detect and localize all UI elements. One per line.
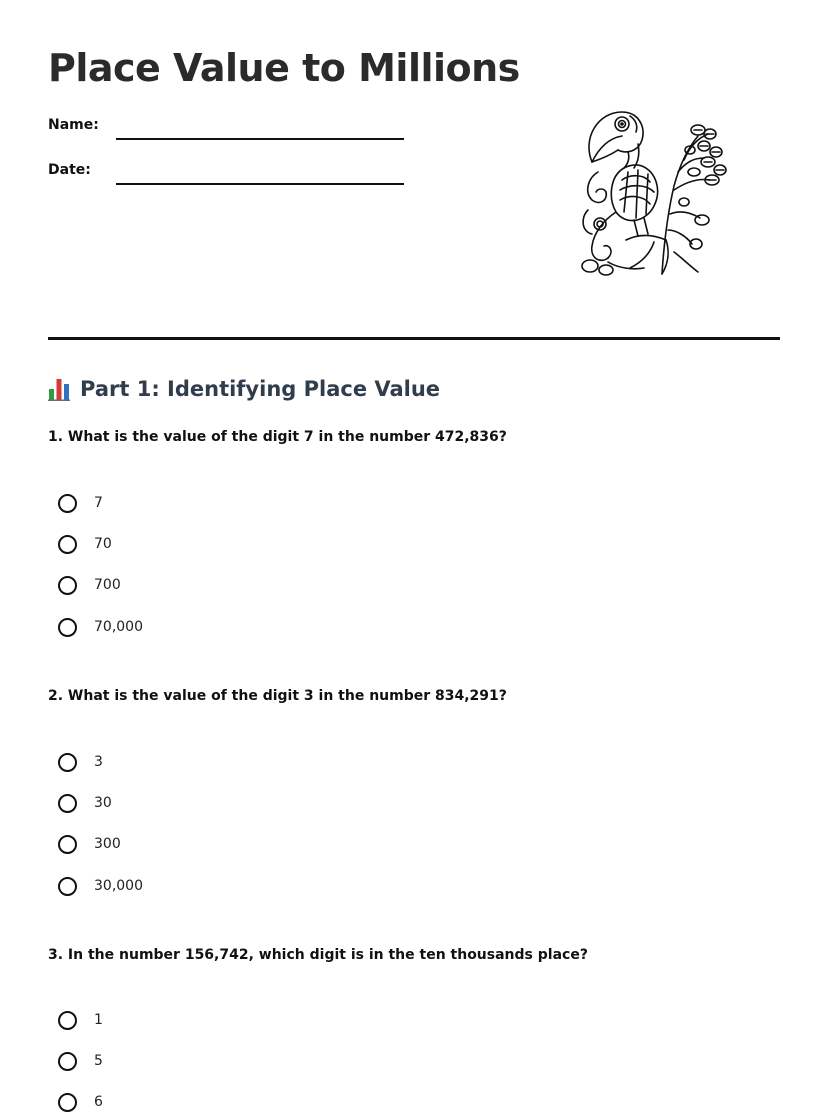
radio-button[interactable] — [58, 877, 77, 896]
bird-on-branch-illustration — [578, 102, 728, 280]
question-3 — [48, 947, 780, 1110]
part1-heading-text: Part 1: Identifying Place Value — [80, 377, 441, 401]
option-label: 30,000 — [94, 878, 143, 894]
question-1-option-1[interactable] — [58, 491, 103, 515]
radio-button[interactable] — [58, 1052, 77, 1071]
question-2 — [48, 688, 780, 894]
date-field[interactable] — [48, 162, 408, 186]
name-line[interactable] — [116, 138, 404, 140]
radio-button[interactable] — [58, 494, 77, 513]
option-label: 70,000 — [94, 619, 143, 635]
radio-button[interactable] — [58, 753, 77, 772]
option-label: 3 — [94, 754, 103, 770]
radio-button[interactable] — [58, 794, 77, 813]
option-label: 1 — [94, 1012, 103, 1028]
radio-button[interactable] — [58, 835, 77, 854]
radio-button[interactable] — [58, 1011, 77, 1030]
page-title: Place Value to Millions — [48, 46, 520, 90]
name-field[interactable] — [48, 117, 408, 141]
option-label: 5 — [94, 1053, 103, 1069]
date-line[interactable] — [116, 183, 404, 185]
option-label: 30 — [94, 795, 112, 811]
question-2-option-4[interactable] — [58, 874, 143, 898]
question-2-option-2[interactable] — [58, 791, 112, 815]
name-label: Name: — [48, 117, 99, 133]
question-1-option-4[interactable] — [58, 615, 143, 639]
part1-heading — [48, 374, 440, 404]
question-2-text: 2. What is the value of the digit 3 in the number 834,291? — [48, 688, 507, 704]
option-label: 70 — [94, 536, 112, 552]
option-label: 300 — [94, 836, 121, 852]
radio-button[interactable] — [58, 618, 77, 637]
question-3-option-2[interactable] — [58, 1049, 103, 1073]
radio-button[interactable] — [58, 1093, 77, 1112]
date-label: Date: — [48, 162, 91, 178]
question-1-option-2[interactable] — [58, 532, 112, 556]
option-label: 7 — [94, 495, 103, 511]
question-3-option-1[interactable] — [58, 1008, 103, 1032]
option-label: 6 — [94, 1094, 103, 1110]
question-3-option-3[interactable] — [58, 1090, 103, 1114]
radio-button[interactable] — [58, 535, 77, 554]
question-2-option-3[interactable] — [58, 832, 121, 856]
question-1-option-3[interactable] — [58, 573, 121, 597]
question-1 — [48, 429, 780, 635]
question-3-text: 3. In the number 156,742, which digit is in the ten thousands place? — [48, 947, 588, 963]
radio-button[interactable] — [58, 576, 77, 595]
bar-chart-icon — [48, 377, 70, 401]
question-1-text: 1. What is the value of the digit 7 in the number 472,836? — [48, 429, 507, 445]
question-2-option-1[interactable] — [58, 750, 103, 774]
option-label: 700 — [94, 577, 121, 593]
section-divider — [48, 337, 780, 340]
